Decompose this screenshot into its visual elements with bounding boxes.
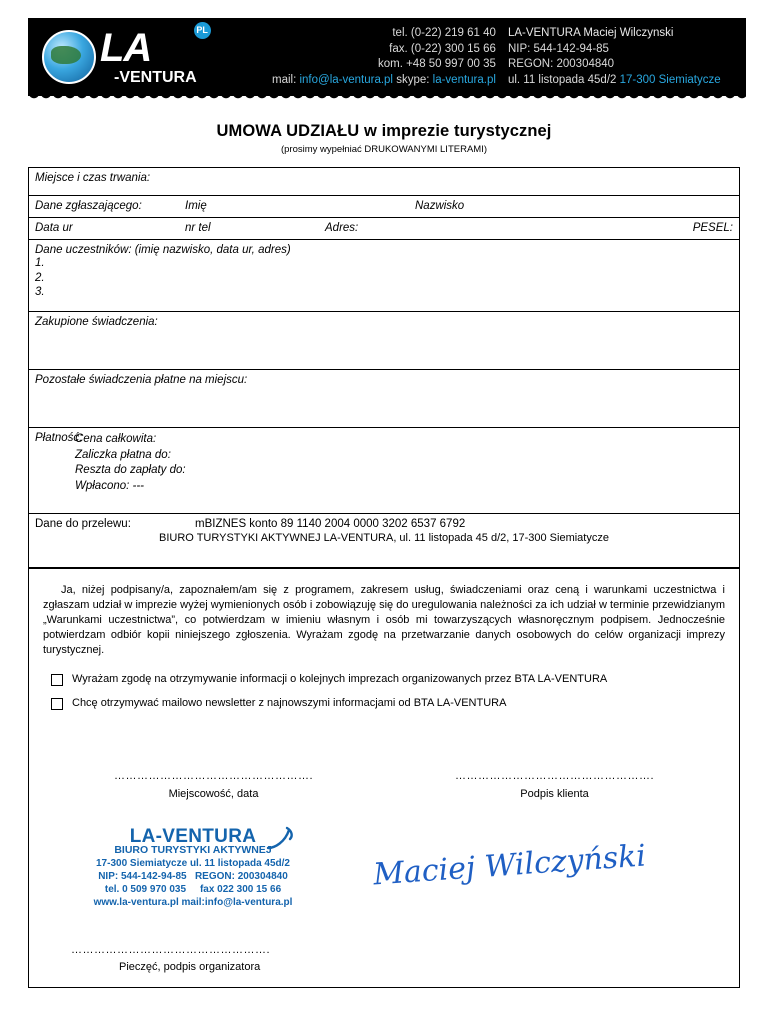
label-remaining-services: Pozostałe świadczenia płatne na miejscu:: [35, 374, 248, 386]
footer-logo-phones: [43, 883, 343, 896]
row-place-and-time[interactable]: [29, 168, 739, 196]
consent-row-marketing[interactable]: [43, 672, 725, 687]
row-remaining-services[interactable]: [29, 370, 739, 428]
organizer-stamp-caption: Pieczęć, podpis organizatora: [119, 961, 261, 973]
participant-line-2[interactable]: 2.: [35, 271, 45, 284]
organizer-stamp-block: [43, 826, 725, 909]
header-company-name: LA-VENTURA Maciej Wilczynski: [507, 27, 674, 39]
header-contact-right: [508, 26, 721, 88]
participant-line-3[interactable]: 3.: [35, 286, 45, 298]
organizer-signature: [343, 830, 725, 909]
header-mail-label: mail:: [272, 73, 297, 86]
contract-form: [28, 167, 740, 568]
checkbox-icon[interactable]: [51, 674, 63, 686]
header-fax: fax. (0-22) 300 15 66: [389, 42, 496, 55]
footer-logo-regon: REGON: 200304840: [194, 871, 288, 882]
header-mail-link[interactable]: info@la-ventura.pl: [299, 73, 393, 86]
label-applicant: Dane zgłaszającego:: [35, 200, 142, 212]
page-subtitle: (prosimy wypełniać DRUKOWANYMI LITERAMI): [280, 144, 488, 155]
footer-logo-web: www.la-ventura.pl mail:info@la-ventura.pl: [93, 897, 293, 908]
logo-wordmark: [100, 25, 208, 86]
row-participants[interactable]: [29, 240, 739, 312]
organizer-stamp-dots: …………………………………………….: [71, 944, 271, 956]
logo-la-text: LA: [100, 26, 152, 70]
handwritten-signature: Maciej Wilczyński: [372, 838, 648, 893]
page-header: [28, 18, 746, 96]
footer-logo-subtitle: BIURO TURYSTYKI AKTYWNEJ: [114, 844, 272, 856]
header-contact-left: [272, 26, 508, 88]
header-skype-link[interactable]: la-ventura.pl: [432, 73, 496, 86]
row-transfer-details: [29, 514, 739, 568]
row-applicant[interactable]: [29, 196, 739, 218]
signature-caption-right: Podpis klienta: [520, 788, 589, 800]
signature-dots-left: …………………………………………….: [113, 770, 314, 782]
consent-row-newsletter[interactable]: [43, 696, 725, 711]
transfer-account-owner: BIURO TURYSTYKI AKTYWNEJ LA-VENTURA, ul. 11 listopada 45 d/2, 17-300 Siemiatycze: [159, 532, 609, 544]
participant-line-1[interactable]: 1.: [35, 257, 45, 269]
payment-paid[interactable]: Wpłacono: ---: [75, 479, 145, 492]
payment-total[interactable]: Cena całkowita:: [75, 433, 157, 445]
label-first-name: Imię: [185, 200, 207, 212]
footer-logo-address: 17-300 Siemiatycze ul. 11 listopada 45d/2: [96, 858, 290, 869]
header-skype-label: skype:: [396, 73, 430, 86]
statement-paragraph: Ja, niżej podpisany/a, zapoznałem/am się z programem, zakresem usług, świadczeniami oraz ceną i warunkami uczestnictwa i zgłaszam udział w imprezie wyżej wymienionych osób i zobowiązuję się do uregulowania należności za ich udział w terminie przewidzianym „Warunkami uczestnictwa”, co potwierdzam w imieniu własnym i osób mi towarzyszących własnoręcznym podpisem. Jednocześnie potwierdzam odbiór kopii niniejszego zgłoszenia. Wyrażam zgodę na przetwarzanie danych osobowych do celów organizacji imprezy turystycznej.: [43, 584, 725, 656]
label-address: Adres:: [325, 222, 359, 234]
row-payment[interactable]: [29, 428, 739, 514]
header-address-row: [508, 73, 721, 89]
label-purchased-services: Zakupione świadczenia:: [35, 316, 158, 328]
payment-balance-due[interactable]: Reszta do zapłaty do:: [75, 464, 186, 476]
checkbox-icon[interactable]: [51, 698, 63, 710]
logo-pl-badge: PL: [194, 22, 211, 39]
document-title-block: [0, 122, 768, 155]
footer-logo-title: LA-VENTURA: [129, 826, 257, 847]
payment-deposit-due[interactable]: Zaliczka płatna do:: [75, 448, 171, 461]
label-participants: Dane uczestników: (imię nazwisko, data ur, adres): [35, 244, 291, 256]
logo-ventura-text: -VENTURA: [114, 69, 197, 86]
footer-logo-fax: fax 022 300 15 66: [199, 884, 282, 895]
transfer-account-number: mBIZNES konto 89 1140 2004 0000 3202 6537 6792: [195, 518, 466, 530]
swoosh-icon: [265, 826, 295, 852]
header-contact-block: [272, 26, 746, 88]
header-city: 17-300 Siemiatycze: [619, 73, 721, 86]
signature-area: [43, 769, 725, 802]
row-birth-phone-address-pesel[interactable]: [29, 218, 739, 240]
consent-label-marketing: Wyrażam zgodę na otrzymywanie informacji o kolejnych imprezach organizowanych przez BTA LA-VENTURA: [72, 673, 608, 685]
header-regon: REGON: 200304840: [507, 58, 615, 70]
label-place-and-time: Miejsce i czas trwania:: [35, 172, 151, 184]
label-transfer: Dane do przelewu:: [35, 518, 131, 530]
footer-logo-tel: tel. 0 509 970 035: [104, 884, 187, 895]
header-nip: NIP: 544-142-94-85: [507, 42, 609, 55]
footer-company-stamp: [43, 826, 343, 909]
consent-list: [43, 672, 725, 711]
header-tel: tel. (0-22) 219 61 40: [392, 27, 496, 39]
footer-logo-ids: [43, 870, 343, 883]
row-purchased-services[interactable]: [29, 312, 739, 370]
signature-client: [384, 769, 725, 802]
signature-caption-left: Miejscowość, data: [168, 788, 259, 800]
label-payment: Płatność:: [35, 432, 83, 444]
page-title: UMOWA UDZIAŁU w imprezie turystycznej: [216, 122, 552, 140]
consent-label-newsletter: Chcę otrzymywać mailowo newsletter z najnowszymi informacjami od BTA LA-VENTURA: [72, 697, 507, 709]
organizer-stamp-dots-row: [71, 943, 725, 975]
header-mobile: kom. +48 50 997 00 35: [377, 58, 496, 70]
signature-dots-right: …………………………………………….: [454, 770, 655, 782]
globe-icon: [42, 30, 96, 84]
label-birth-date: Data ur: [35, 222, 73, 234]
header-street: ul. 11 listopada 45d/2: [507, 73, 617, 86]
company-logo: [28, 25, 272, 86]
label-pesel: PESEL:: [692, 222, 733, 234]
header-mail-row: [272, 73, 496, 89]
statement-box: [28, 568, 740, 988]
signature-place-date: [43, 769, 384, 802]
label-last-name: Nazwisko: [415, 200, 465, 212]
label-phone: nr tel: [185, 222, 211, 234]
footer-logo-nip: NIP: 544-142-94-85: [98, 871, 187, 882]
